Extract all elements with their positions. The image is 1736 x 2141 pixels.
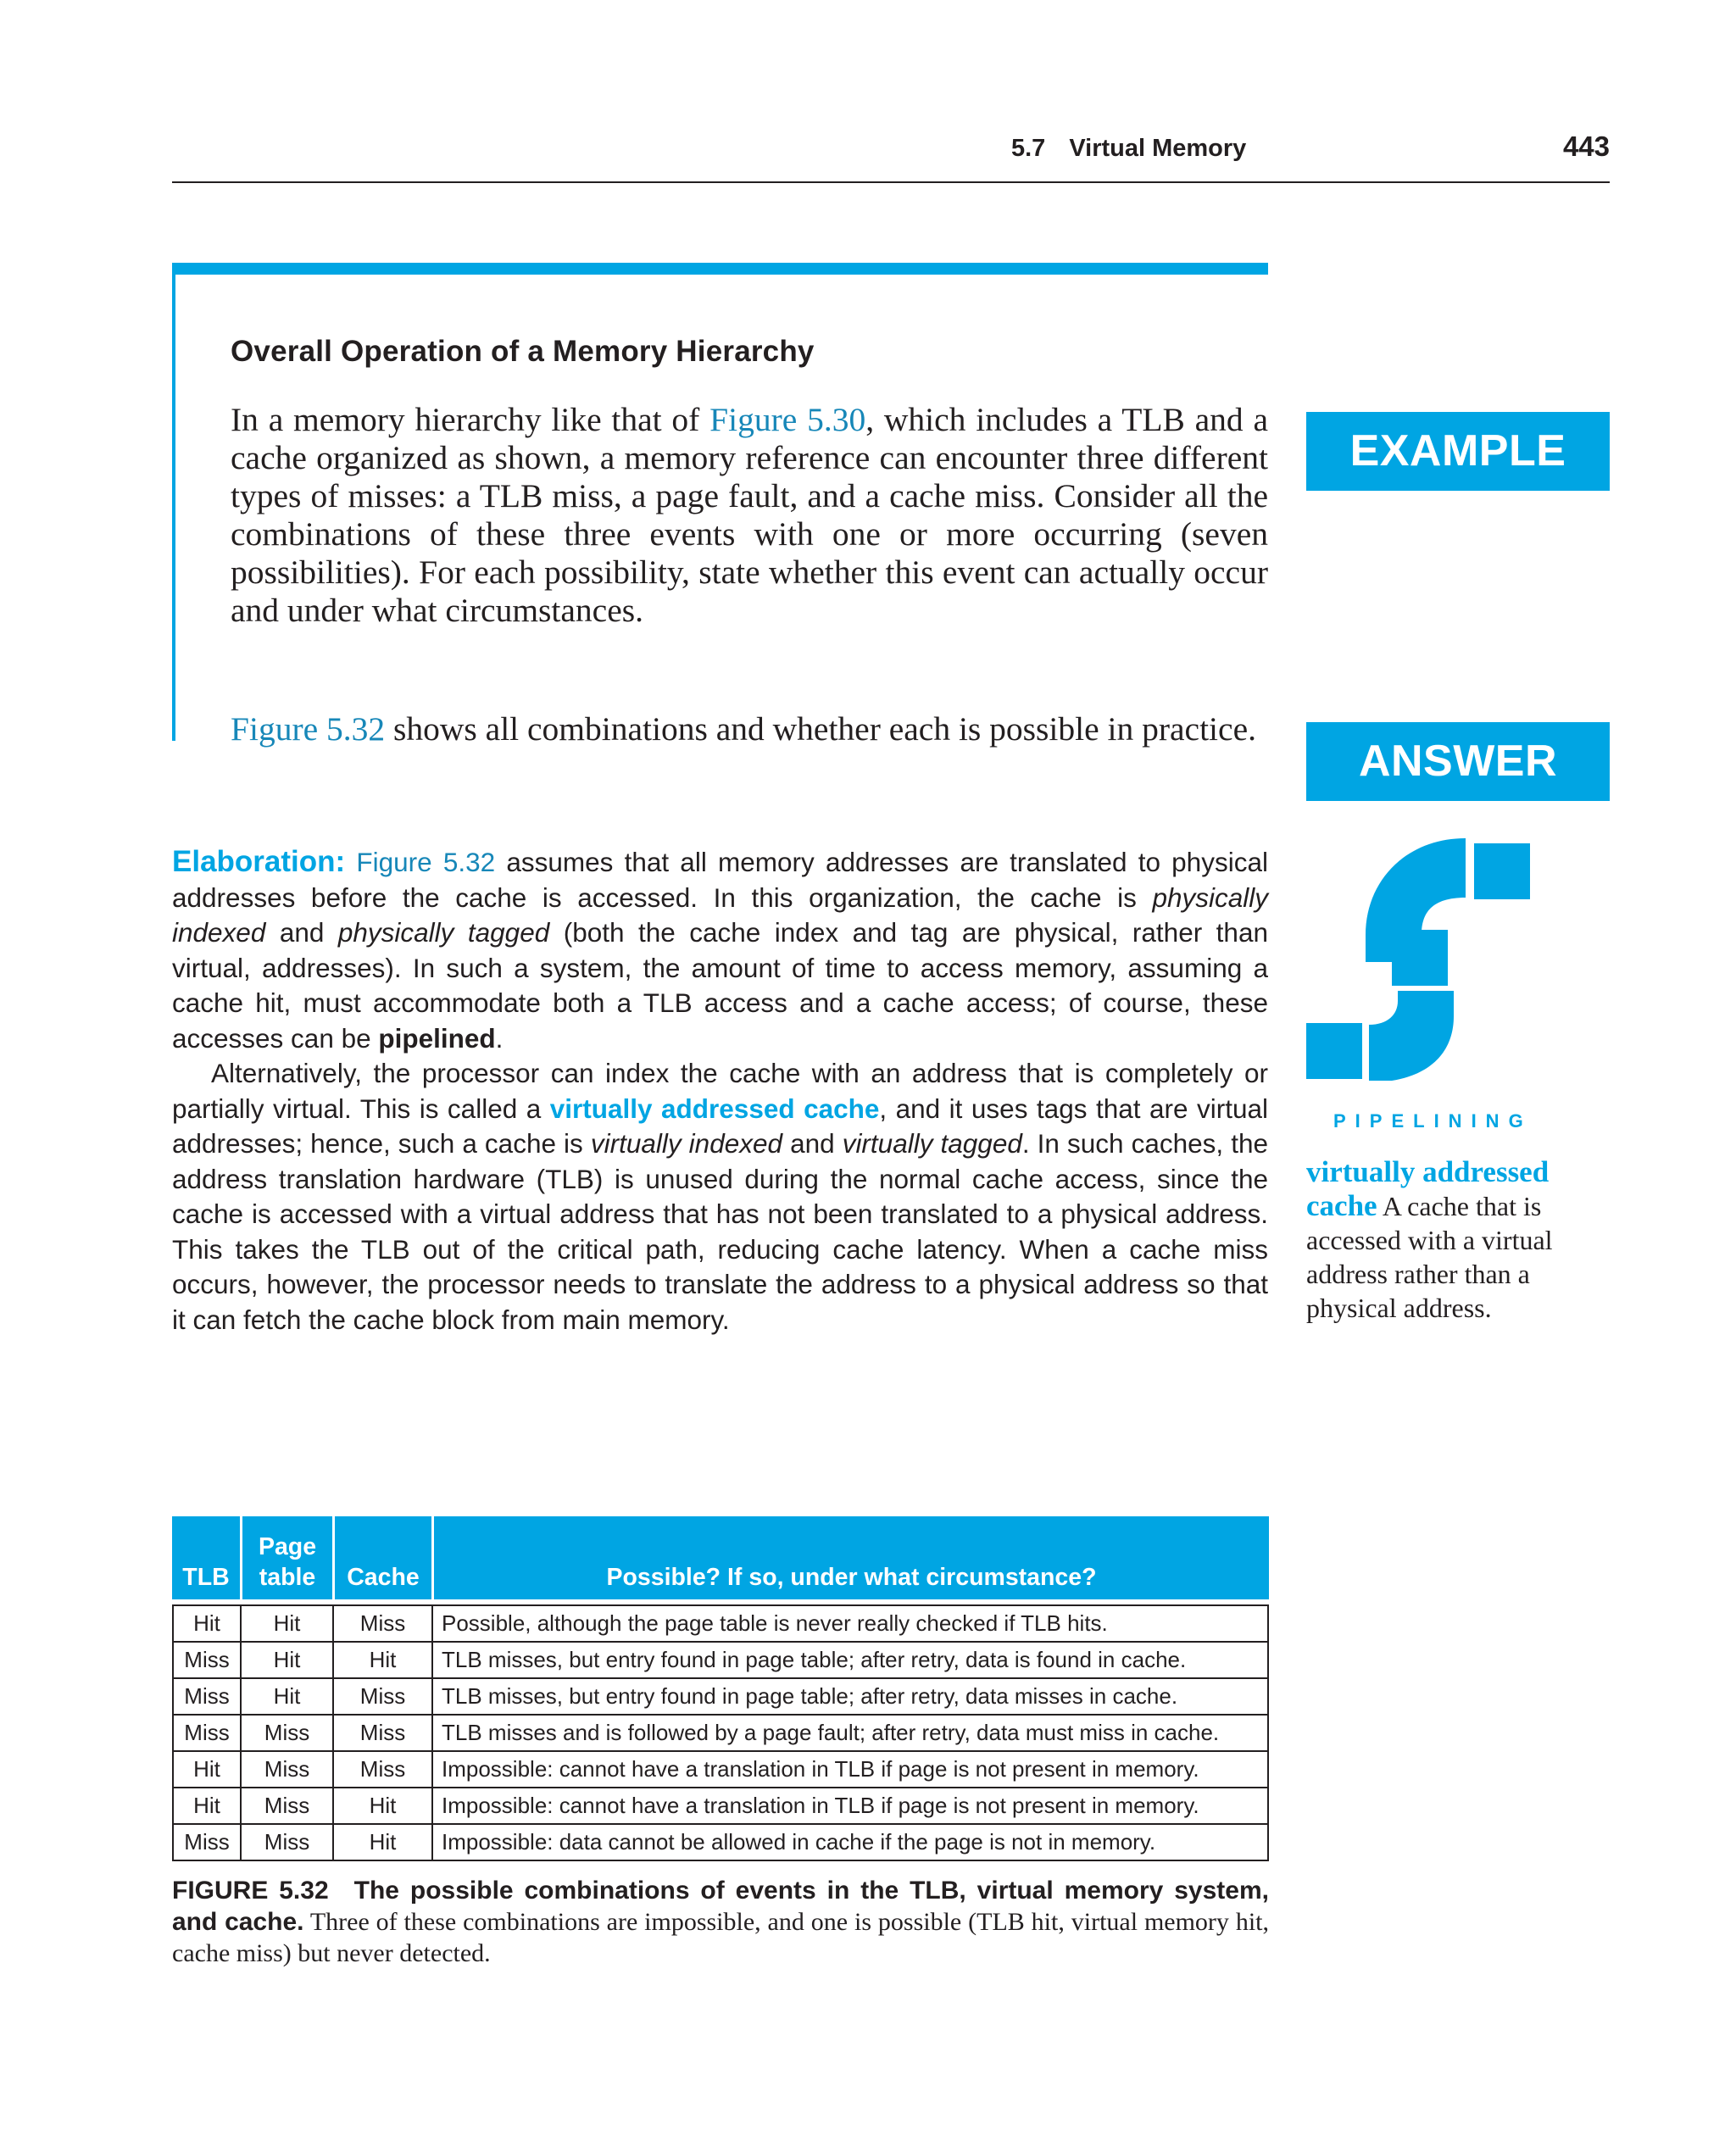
example-top-bar [172, 263, 1268, 275]
elab-text: assumes that all memory addresses are translated to physical addresses before the cache is accessed. In this organization, the cache is [172, 847, 1268, 913]
pipelining-caption: PIPELINING [1333, 1110, 1533, 1132]
example-text-rest: , which includes a TLB and a cache organized as shown, a memory reference can encounter three different types of misses: a TLB miss, a page fault, and a cache miss. Consider all the combinations of these three events with one or more occurring (seven possibilities). For each possibility, state whether this event can actually occur and under what circumstances. [231, 401, 1268, 629]
elab-italic: physically tagged [337, 917, 550, 948]
cell-cache: Miss [332, 1604, 431, 1643]
cell-tlb: Miss [172, 1716, 240, 1752]
answer-body [231, 710, 1268, 748]
figure-5-32-ref[interactable]: Figure 5.32 [356, 847, 496, 877]
figure-caption-head: The possible combinations of events in the TLB, virtual memory system, and cache. [172, 1877, 1269, 1936]
table-row [172, 1643, 1269, 1679]
example-body [231, 401, 1268, 630]
cell-tlb: Hit [172, 1604, 240, 1643]
elab-text: Alternatively, the processor can index the cache with an address that is completely or partially virtual. This is called a [172, 1058, 1268, 1124]
table-row [172, 1752, 1269, 1788]
cell-circumstance: Possible, although the page table is never really checked if TLB hits. [431, 1604, 1269, 1643]
cell-tlb: Hit [172, 1788, 240, 1825]
section-number: 5.7 [1011, 135, 1046, 162]
cell-circumstance: Impossible: cannot have a translation in TLB if page is not present in memory. [431, 1788, 1269, 1825]
elab-italic: virtually indexed [590, 1128, 783, 1159]
figure-caption [172, 1875, 1269, 1969]
section-heading [1011, 134, 1246, 163]
col-header-page-line2: table [259, 1564, 316, 1591]
answer-tab: ANSWER [1306, 722, 1610, 801]
table-header-row [172, 1516, 1269, 1599]
elaboration-para-1 [172, 844, 1268, 1056]
cell-cache: Miss [332, 1752, 431, 1788]
elab-text: , and it uses tags that are virtual addresses; hence, such a cache is [172, 1093, 1269, 1159]
pipelining-icon [1305, 835, 1542, 1081]
cell-cache: Hit [332, 1788, 431, 1825]
cell-page-table: Hit [240, 1643, 332, 1679]
cell-cache: Miss [332, 1716, 431, 1752]
elaboration-para-2 [172, 1056, 1268, 1337]
page-number: 443 [1562, 131, 1610, 162]
elab-text: and [782, 1128, 843, 1159]
example-left-rule [172, 263, 175, 741]
table-row [172, 1679, 1269, 1716]
cell-page-table: Miss [240, 1752, 332, 1788]
key-term: virtually addressed cache [549, 1093, 880, 1124]
cell-circumstance: TLB misses, but entry found in page table; after retry, data is found in cache. [431, 1643, 1269, 1679]
cell-tlb: Miss [172, 1825, 240, 1861]
glossary-term: virtually addressed cache [1306, 1155, 1550, 1222]
elab-italic: virtually tagged [842, 1128, 1022, 1159]
elab-text: . [495, 1022, 504, 1054]
cell-circumstance: TLB misses, but entry found in page table; after retry, data misses in cache. [431, 1679, 1269, 1716]
elab-italic: physically indexed [172, 881, 1268, 948]
elab-text: . In such caches, the address translation hardware (TLB) is unused during the normal cache access, since the cache is accessed with a virtual address that has not been translated to a physical address. This takes the TLB out of the critical path, reducing cache latency. When a cache miss occurs, however, the processor needs to translate the address to a physical address so that it can fetch the cache block from main memory. [172, 1128, 1268, 1335]
elab-text: (both the cache index and tag are physical, rather than virtual, addresses). In such a system, the amount of time to access memory, assuming a cache hit, must accommodate both a TLB access and a cache access; of course, these accesses can be [172, 917, 1268, 1054]
elab-text: and [265, 917, 338, 948]
answer-text: shows all combinations and whether each is possible in practice. [385, 710, 1256, 748]
elaboration [172, 844, 1268, 1337]
cell-page-table: Miss [240, 1788, 332, 1825]
col-header-page-table [240, 1516, 332, 1599]
figure-5-32-link[interactable]: Figure 5.32 [231, 710, 386, 748]
example-tab: EXAMPLE [1306, 412, 1610, 491]
col-header-page-line1: Page [258, 1533, 317, 1560]
cell-circumstance: Impossible: cannot have a translation in TLB if page is not present in memory. [431, 1752, 1269, 1788]
cell-tlb: Miss [172, 1643, 240, 1679]
cell-tlb: Miss [172, 1679, 240, 1716]
col-header-cache: Cache [332, 1516, 431, 1599]
cell-page-table: Miss [240, 1716, 332, 1752]
cell-circumstance: Impossible: data cannot be allowed in cache if the page is not in memory. [431, 1825, 1269, 1861]
cell-cache: Hit [332, 1825, 431, 1861]
example-title: Overall Operation of a Memory Hierarchy [231, 335, 815, 368]
elaboration-lead: Elaboration: [172, 845, 346, 878]
cell-circumstance: TLB misses and is followed by a page fault; after retry, data must miss in cache. [431, 1716, 1269, 1752]
elab-bold-term: pipelined [378, 1022, 496, 1054]
col-header-circumstance: Possible? If so, under what circumstance? [431, 1516, 1269, 1599]
glossary-definition: A cache that is accessed with a virtual address rather than a physical address. [1306, 1191, 1553, 1323]
figure-caption-body: Three of these combinations are impossible, and one is possible (TLB hit, virtual memory hit, cache miss) but never detected. [172, 1908, 1269, 1967]
cell-page-table: Hit [240, 1679, 332, 1716]
running-header [172, 131, 1610, 183]
col-header-tlb: TLB [172, 1516, 240, 1599]
table-row [172, 1825, 1269, 1861]
table-row [172, 1604, 1269, 1643]
section-title: Virtual Memory [1069, 135, 1247, 162]
figure-5-30-link[interactable]: Figure 5.30 [709, 401, 866, 438]
figure-table [172, 1516, 1269, 1861]
figure-label: FIGURE 5.32 [172, 1877, 329, 1905]
example-text-start: In a memory hierarchy like that of [231, 401, 710, 438]
cell-tlb: Hit [172, 1752, 240, 1788]
cell-page-table: Miss [240, 1825, 332, 1861]
table-row [172, 1788, 1269, 1825]
cell-cache: Miss [332, 1679, 431, 1716]
table-row [172, 1716, 1269, 1752]
cell-cache: Hit [332, 1643, 431, 1679]
cell-page-table: Hit [240, 1604, 332, 1643]
glossary-entry [1306, 1155, 1586, 1325]
